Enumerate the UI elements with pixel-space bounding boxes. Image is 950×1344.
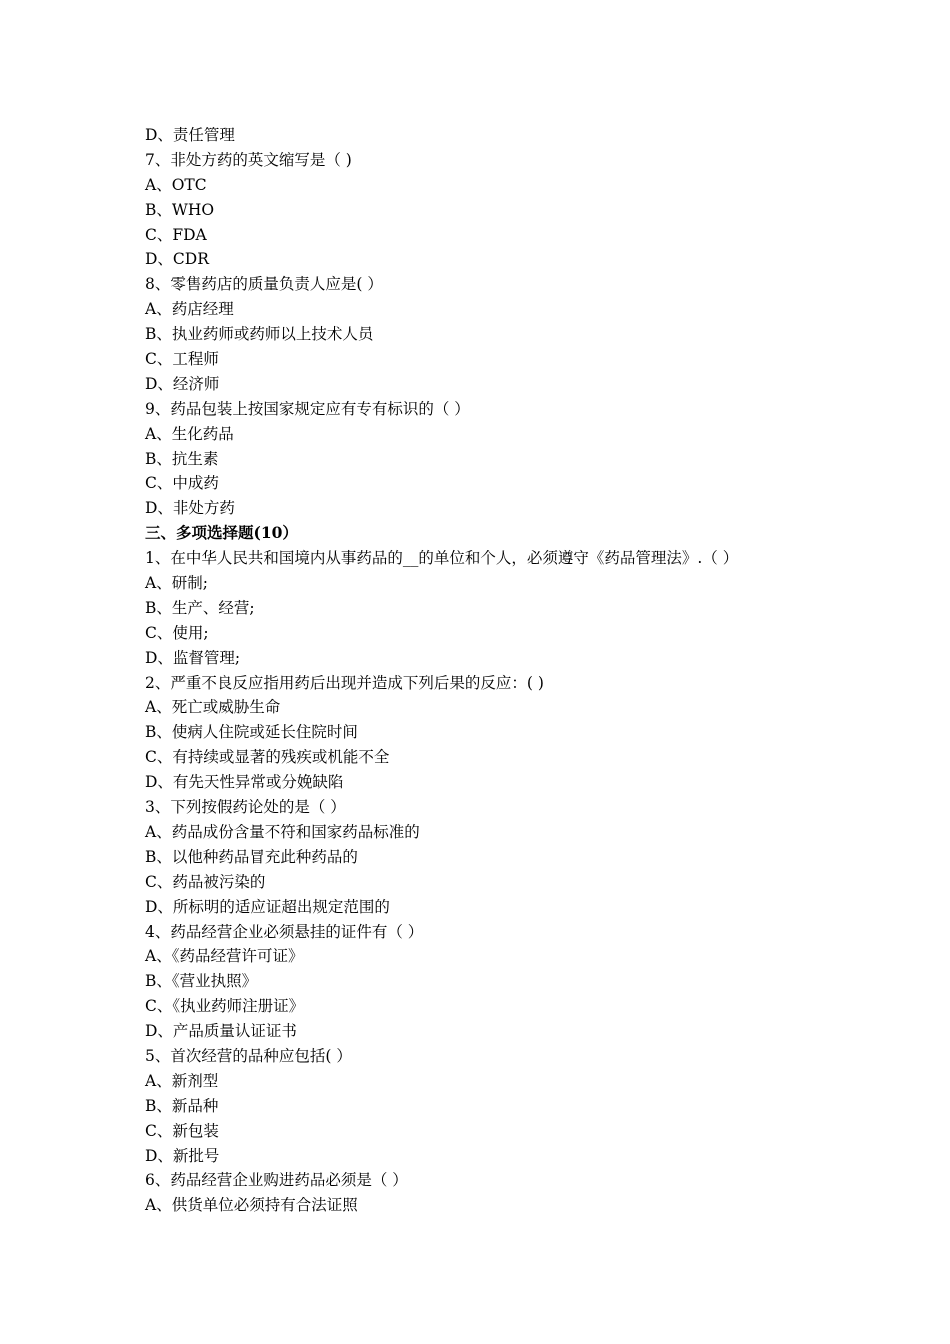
text-line: C、工程师 xyxy=(145,350,219,369)
text-line: D、有先天性异常或分娩缺陷 xyxy=(145,773,344,792)
text-line: C、药品被污染的 xyxy=(145,872,266,891)
text-line: B、《营业执照》 xyxy=(145,972,258,991)
text-line: D、责任管理 xyxy=(145,126,235,144)
text-line: A、死亡或威胁生命 xyxy=(145,698,281,717)
text-line: 1、在中华人民共和国境内从事药品的__的单位和个人，必须遵守《药品管理法》.（ ） xyxy=(145,549,739,568)
text-line: A、药品成份含量不符和国家药品标准的 xyxy=(145,822,420,841)
text-line: A、《药品经营许可证》 xyxy=(145,947,304,966)
text-line: D、经济师 xyxy=(145,374,220,393)
text-line: D、非处方药 xyxy=(145,499,235,518)
text-line: B、新品种 xyxy=(145,1096,219,1115)
text-line: 3、下列按假药论处的是（ ） xyxy=(145,798,346,817)
text-line: D、监督管理; xyxy=(145,648,241,667)
text-line: B、使病人住院或延长住院时间 xyxy=(145,723,358,742)
text-line: 7、非处方药的英文缩写是（ ) xyxy=(145,150,352,169)
text-line: B、抗生素 xyxy=(145,449,219,468)
text-line: 4、药品经营企业必须悬挂的证件有（ ） xyxy=(145,922,424,941)
section-heading: 三、多项选择题(10） xyxy=(145,523,298,543)
text-line: B、WHO xyxy=(145,200,215,219)
text-line: 6、药品经营企业购进药品必须是（ ） xyxy=(145,1171,408,1190)
document-body xyxy=(145,123,825,1218)
text-line: C、新包装 xyxy=(145,1121,219,1140)
text-line: 9、药品包装上按国家规定应有专有标识的（ ） xyxy=(145,399,470,418)
text-line: C、有持续或显著的残疾或机能不全 xyxy=(145,748,390,767)
text-line: D、CDR xyxy=(145,250,209,269)
text-line: D、产品质量认证证书 xyxy=(145,1022,297,1041)
text-line: A、新剂型 xyxy=(145,1071,219,1090)
text-line: B、生产、经营; xyxy=(145,598,255,617)
text-line: A、供货单位必须持有合法证照 xyxy=(145,1196,358,1215)
text-line: D、新批号 xyxy=(145,1146,220,1165)
text-line: A、OTC xyxy=(145,175,207,194)
text-line: C、《执业药师注册证》 xyxy=(145,997,305,1016)
text-line: C、使用; xyxy=(145,623,209,642)
text-line: 8、零售药店的质量负责人应是( ） xyxy=(145,275,383,294)
text-line: C、FDA xyxy=(145,225,207,244)
text-line: B、以他种药品冒充此种药品的 xyxy=(145,847,358,866)
text-line: 2、严重不良反应指用药后出现并造成下列后果的反应：( ) xyxy=(145,673,544,692)
text-line: A、生化药品 xyxy=(145,424,234,443)
text-line: A、药店经理 xyxy=(145,300,234,319)
text-line: C、中成药 xyxy=(145,474,219,493)
text-line: A、研制; xyxy=(145,574,208,593)
text-line: 5、首次经营的品种应包括( ） xyxy=(145,1046,352,1065)
text-line: D、所标明的适应证超出规定范围的 xyxy=(145,897,390,916)
text-line: B、执业药师或药师以上技术人员 xyxy=(145,325,374,344)
